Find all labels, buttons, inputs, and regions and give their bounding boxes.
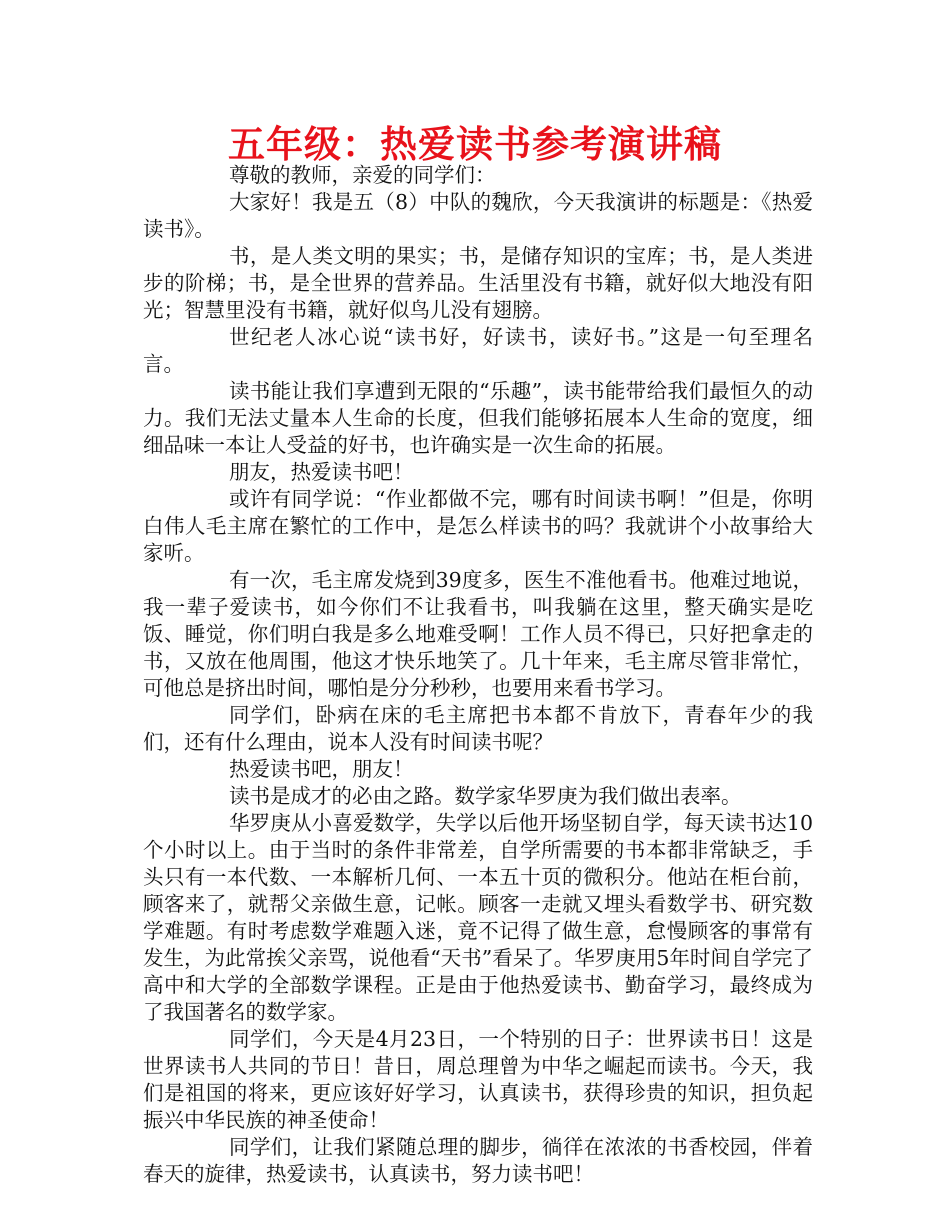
paragraph-greeting: 大家好！我是五（8）中队的魏欣，今天我演讲的标题是：《热爱读书》。	[143, 190, 813, 241]
document-title: 五年级：热爱读书参考演讲稿	[228, 123, 722, 166]
paragraph-hua-luogeng-story: 华罗庚从小喜爱数学，失学以后他开场坚韧自学，每天读书达10个小时以上。由于当时的条件非常差，自学所需要的书本都非常缺乏，手头只有一本代数、一本解析几何、一本五十页的微积分。他站在柜台前，顾客来了，就帮父亲做生意，记帐。顾客一走就又埋头看数学书、研究数学难题。有时考虑数学难题入迷，竟不记得了做生意，怠慢顾客的事常有发生，为此常挨父亲骂，说他看“天书”看呆了。华罗庚用5年时间自学完了高中和大学的全部数学课程。正是由于他热爱读书、勤奋学习，最终成为了我国著名的数学家。	[143, 811, 813, 1024]
paragraph-love-reading: 热爱读书吧，朋友！	[229, 757, 414, 781]
paragraph-bingxin-quote: 世纪老人冰心说“读书好，好读书，读好书。”这是一句至理名言。	[143, 325, 813, 376]
paragraph-world-book-day: 同学们，今天是4月23日，一个特别的日子：世界读书日！这是世界读书人共同的节日！昔日，周总理曾为中华之崛起而读书。今天，我们是祖国的将来，更应该好好学习，认真读书，获得珍贵的知识，担负起振兴中华民族的神圣使命！	[143, 1027, 813, 1132]
document-body	[143, 162, 813, 1188]
paragraph-path-to-success: 读书是成才的必由之路。数学家华罗庚为我们做出表率。	[229, 784, 742, 808]
paragraph-salutation: 尊敬的教师，亲爱的同学们：	[229, 163, 496, 187]
paragraph-mao-story: 有一次，毛主席发烧到39度多，医生不准他看书。他难过地说，我一辈子爱读书，如今你们不让我看书，叫我躺在这里，整天确实是吃饭、睡觉，你们明白我是多么地难受啊！工作人员不得已，只好把拿走的书，又放在他周围，他这才快乐地笑了。几十年来，毛主席尽管非常忙，可他总是挤出时间，哪怕是分分秒秒，也要用来看书学习。	[143, 568, 813, 700]
paragraph-students-reflection: 同学们，卧病在床的毛主席把书本都不肯放下，青春年少的我们，还有什么理由，说本人没有时间读书呢？	[143, 703, 813, 754]
paragraph-no-time-question: 或许有同学说：“作业都做不完，哪有时间读书啊！”但是，你明白伟人毛主席在繁忙的工作中，是怎么样读书的吗？我就讲个小故事给大家听。	[143, 487, 813, 565]
paragraph-friend-call: 朋友，热爱读书吧！	[229, 460, 414, 484]
paragraph-reading-joy: 读书能让我们享遭到无限的“乐趣”，读书能带给我们最恒久的动力。我们无法丈量本人生命的长度，但我们能够拓展本人生命的宽度，细细品味一本让人受益的好书，也许确实是一次生命的拓展。	[143, 379, 813, 457]
paragraph-book-praise: 书，是人类文明的果实；书，是储存知识的宝库；书，是人类进步的阶梯；书，是全世界的营养品。生活里没有书籍，就好似大地没有阳光；智慧里没有书籍，就好似鸟儿没有翅膀。	[143, 244, 813, 322]
paragraph-closing: 同学们，让我们紧随总理的脚步，徜徉在浓浓的书香校园，伴着春天的旋律，热爱读书，认真读书，努力读书吧！	[143, 1135, 813, 1186]
